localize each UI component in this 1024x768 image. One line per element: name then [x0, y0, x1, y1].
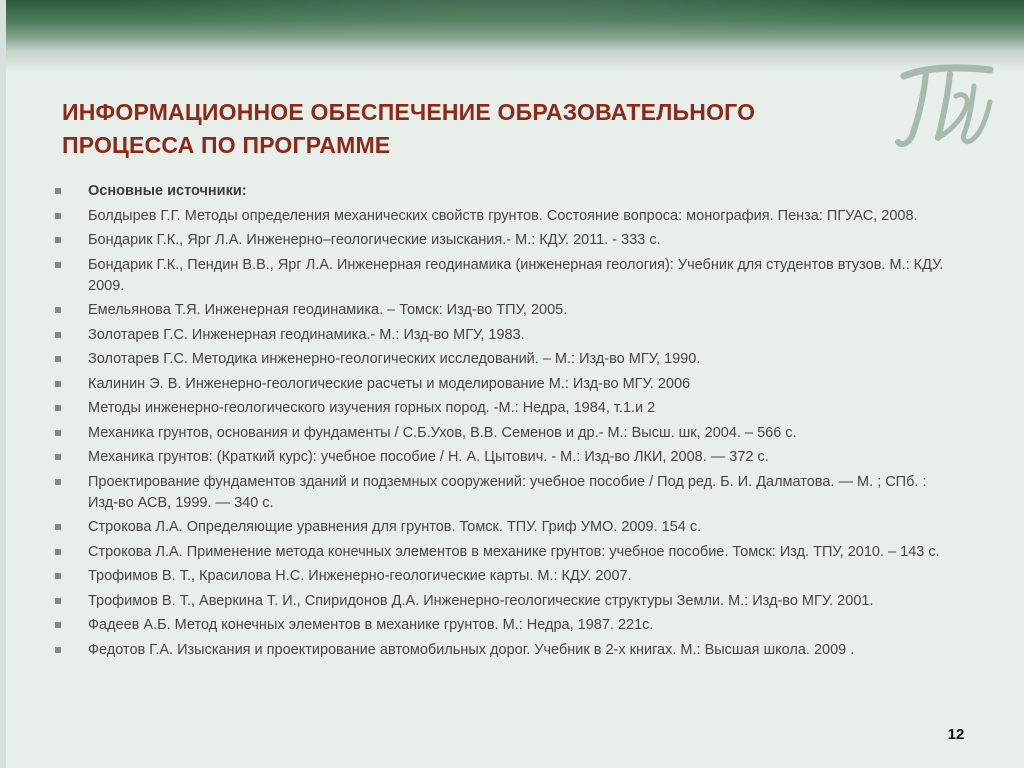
- list-item: [52, 447, 952, 468]
- list-item-text: Механика грунтов: (Краткий курс): учебное пособие / Н. А. Цытович. - М.: Изд-во ЛКИ, 2008. — 372 с.: [88, 449, 769, 465]
- list-item: [52, 566, 952, 587]
- bullet-icon: [55, 549, 61, 555]
- list-item-text: Калинин Э. В. Инженерно-геологические расчеты и моделирование М.: Изд-во МГУ. 2006: [88, 375, 691, 392]
- title-line-2: ПРОЦЕССА ПО ПРОГРАММЕ: [62, 132, 391, 158]
- list-item-text: Бондарик Г.К., Ярг Л.А. Инженерно–геологические изыскания.- М.: КДУ. 2011. - 333 с.: [88, 232, 661, 248]
- bullet-icon: [55, 524, 61, 530]
- list-item-text: Строкова Л.А. Определяющие уравнения для грунтов. Томск. ТПУ. Гриф УМО. 2009. 154 с.: [88, 519, 702, 535]
- list-item-text: Трофимов В. Т., Аверкина Т. И., Спиридонов Д.А. Инженерно-геологические структуры Земли. М.: Изд-во МГУ. 2001.: [88, 592, 874, 609]
- list-item: [52, 206, 952, 227]
- list-item: [52, 398, 952, 419]
- bullet-icon: [55, 356, 61, 362]
- bullet-icon: [55, 307, 61, 313]
- list-item-text: Методы инженерно-геологического изучения горных пород. -М.: Недра, 1984, т.1.и 2: [88, 400, 656, 416]
- list-item-text: Строкова Л.А. Применение метода конечных элементов в механике грунтов: учебное пособие. Томск: Изд. ТПУ, 2010. – 143 с.: [88, 543, 940, 560]
- list-item-text: Болдырев Г.Г. Методы определения механических свойств грунтов. Состояние вопроса: монография. Пенза: ПГУАС, 2008.: [88, 207, 918, 224]
- list-item: [52, 325, 952, 346]
- left-edge-strip: [0, 0, 6, 768]
- logo-text: ТПУ: [944, 122, 948, 123]
- bullet-icon: [55, 332, 61, 338]
- list-item-text: Основные источники:: [88, 183, 247, 199]
- bullet-icon: [55, 647, 61, 653]
- bullet-icon: [55, 573, 61, 579]
- bullet-icon: [55, 454, 61, 460]
- list-item: [52, 349, 952, 370]
- list-item: [52, 230, 952, 251]
- bullet-icon: [55, 213, 61, 219]
- list-item-text: Золотарев Г.С. Методика инженерно-геологических исследований. – М.: Изд-во МГУ, 1990.: [88, 351, 701, 367]
- list-item-text: Трофимов В. Т., Красилова Н.С. Инженерно-геологические карты. М.: КДУ. 2007.: [88, 568, 632, 584]
- bullet-icon: [55, 237, 61, 243]
- list-item-text: Федотов Г.А. Изыскания и проектирование автомобильных дорог. Учебник в 2-х книгах. М.: Высшая школа. 2009 .: [88, 641, 855, 658]
- sources-list: [52, 181, 952, 664]
- list-item: [52, 472, 952, 514]
- bullet-icon: [55, 381, 61, 387]
- bullet-icon: [55, 405, 61, 411]
- list-item: [52, 542, 952, 563]
- header-band: [0, 0, 1024, 52]
- list-item: [52, 300, 952, 321]
- list-item: [52, 374, 952, 395]
- bullet-icon: [55, 479, 61, 485]
- list-item: [52, 591, 952, 612]
- bullet-icon: [55, 622, 61, 628]
- list-item-text: Проектирование фундаментов зданий и подземных сооружений: учебное пособие / Под ред. Б. И. Далматова. — М. ; СПб. : Изд-во АСВ, 1999. — 340 с.: [88, 473, 927, 511]
- page-title: [62, 96, 922, 162]
- list-item: [52, 423, 952, 444]
- bullet-icon: [55, 430, 61, 436]
- list-item: [52, 615, 952, 636]
- list-item-text: Фадеев А.Б. Метод конечных элементов в механике грунтов. М.: Недра, 1987. 221с.: [88, 617, 654, 633]
- bullet-icon: [55, 598, 61, 604]
- list-item-text: Емельянова Т.Я. Инженерная геодинамика. – Томск: Изд-во ТПУ, 2005.: [88, 302, 568, 318]
- list-item-text: Механика грунтов, основания и фундаменты / С.Б.Ухов, В.В. Семенов и др.- М.: Высш. шк, 2004. – 566 с.: [88, 424, 797, 441]
- list-item-text: Бондарик Г.К., Пендин В.В., Ярг Л.А. Инженерная геодинамика (инженерная геология): Учебник для студентов втузов. М.: КДУ. 2009.: [88, 256, 944, 294]
- bullet-icon: [55, 188, 61, 194]
- bullet-icon: [55, 262, 61, 268]
- list-item: [52, 640, 952, 661]
- header-band-fade: [0, 52, 1024, 72]
- list-item-heading: [52, 181, 952, 202]
- list-item: [52, 517, 952, 538]
- title-line-1: ИНФОРМАЦИОННОЕ ОБЕСПЕЧЕНИЕ ОБРАЗОВАТЕЛЬНОГО: [62, 99, 756, 125]
- list-item-text: Золотарев Г.С. Инженерная геодинамика.- М.: Изд-во МГУ, 1983.: [88, 326, 525, 343]
- list-item: [52, 255, 952, 297]
- page-number: 12: [947, 726, 965, 743]
